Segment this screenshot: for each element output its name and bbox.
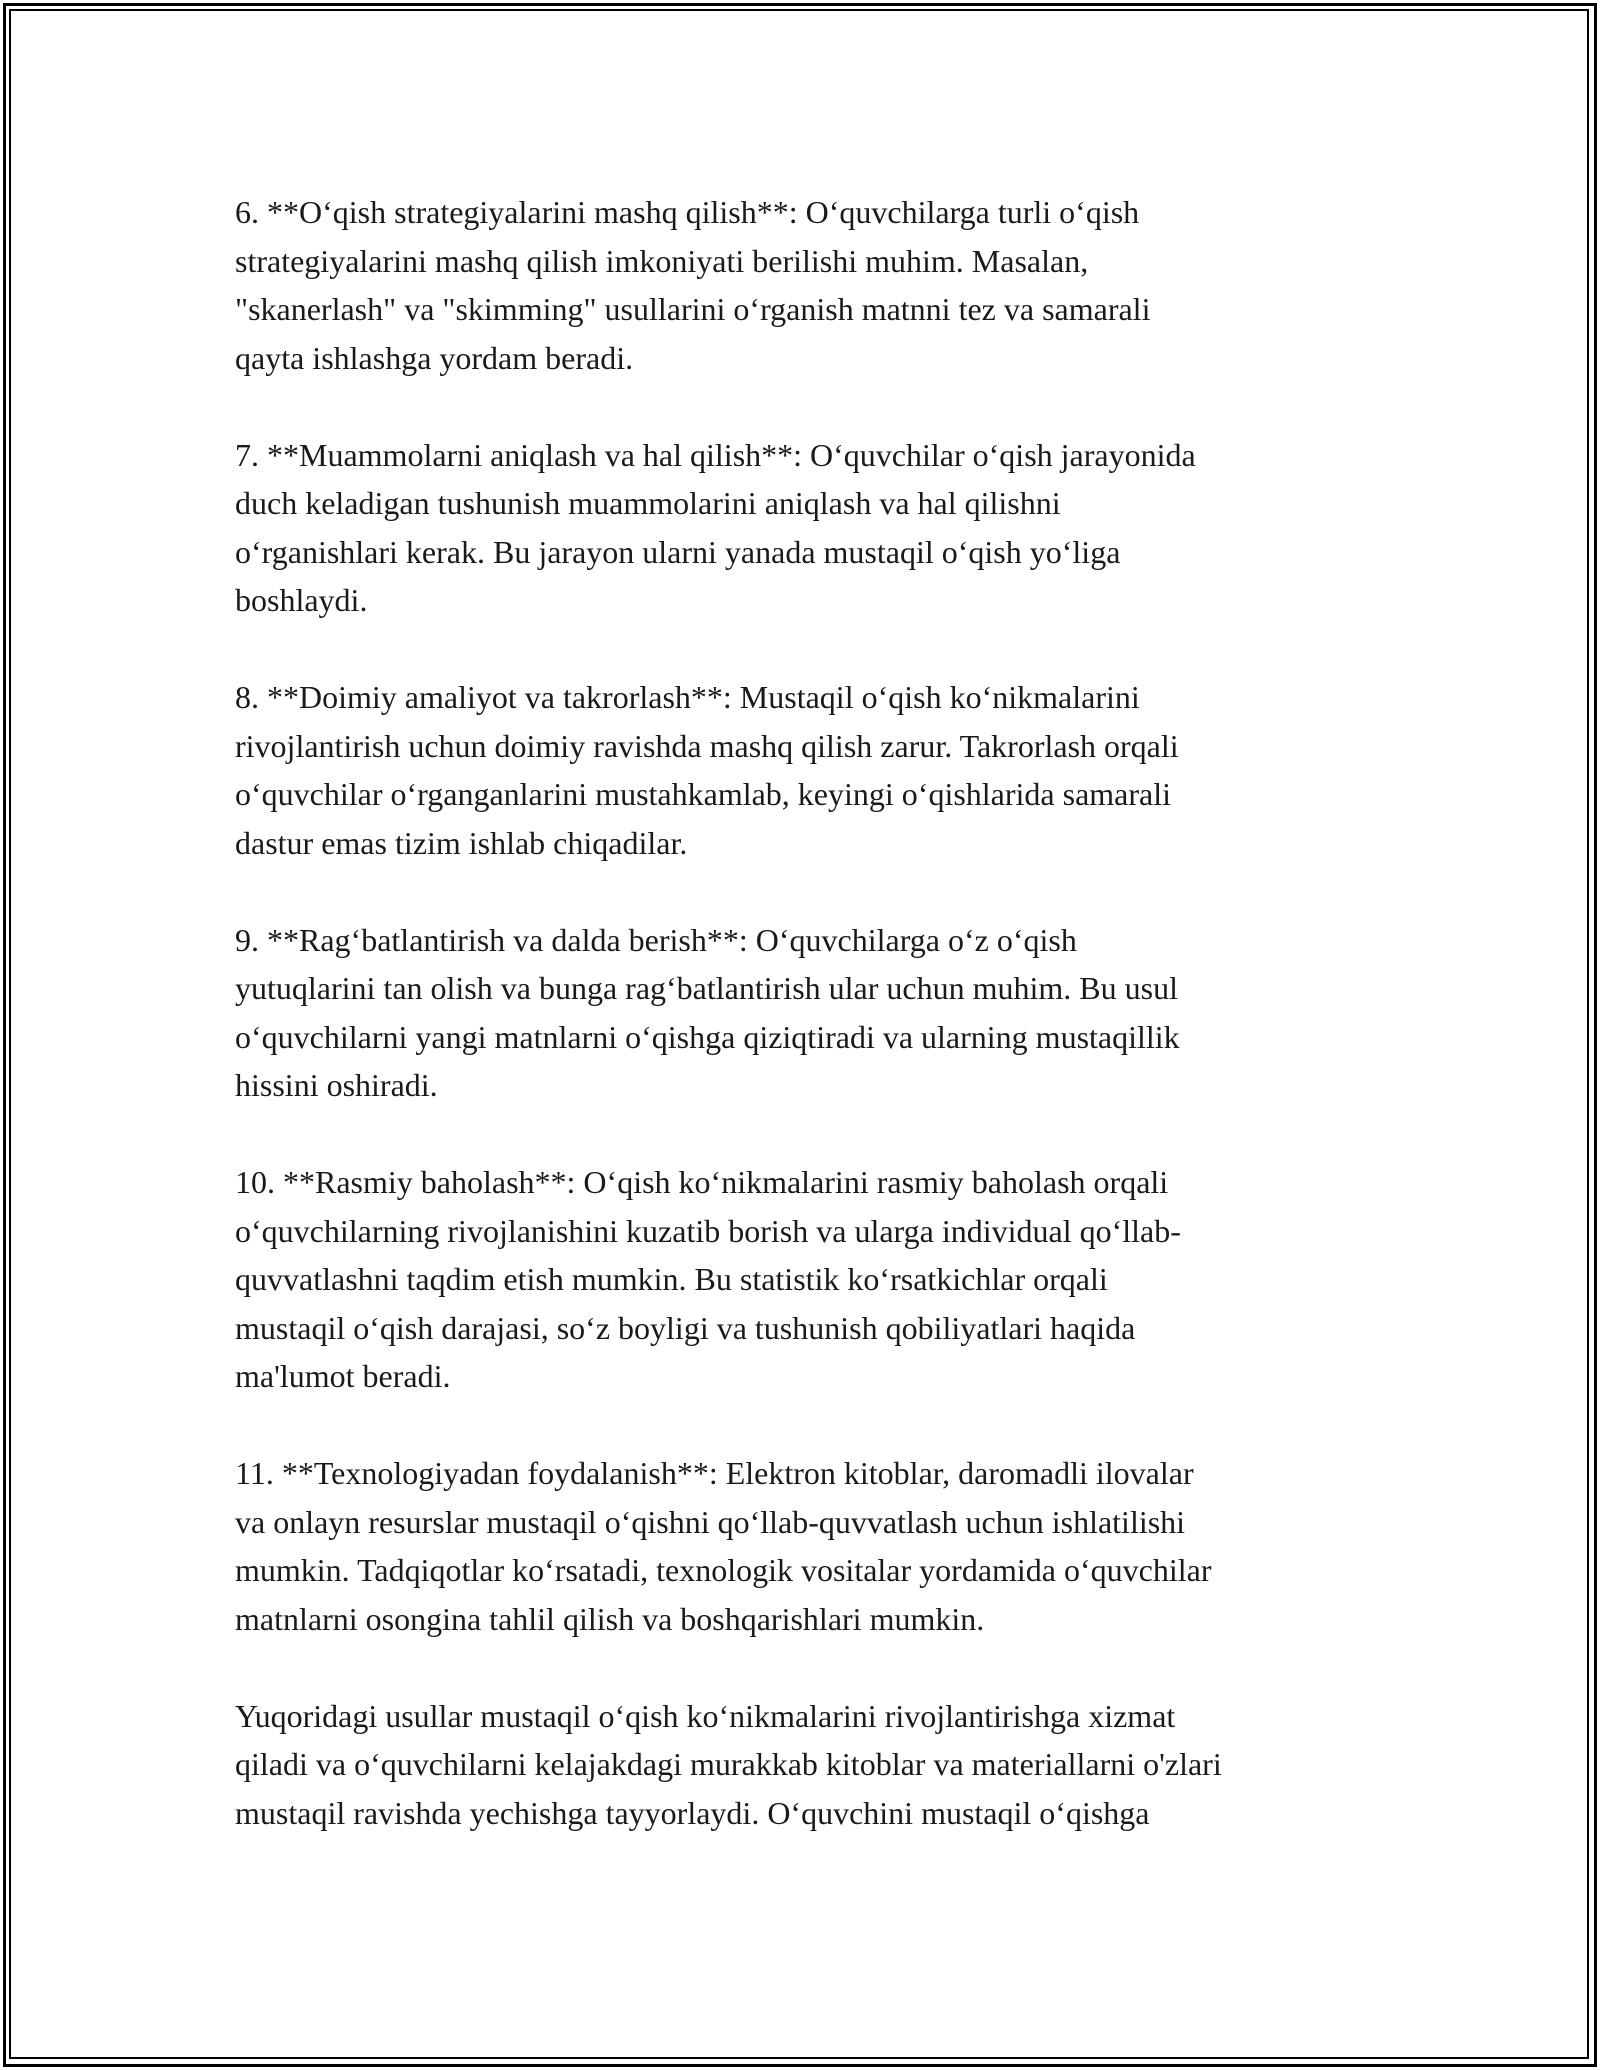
text-line: mustaqil o‘qish darajasi, so‘z boyligi va tushunish qobiliyatlari haqida — [235, 1309, 1136, 1346]
text-line: rivojlantirish uchun doimiy ravishda mashq qilish zarur. Takrorlash orqali — [235, 727, 1179, 764]
text-line: 7. **Muammolarni aniqlash va hal qilish**: O‘quvchilar o‘qish jarayonida — [235, 436, 1196, 473]
text-line: Yuqoridagi usullar mustaqil o‘qish ko‘nikmalarini rivojlantirishga xizmat — [235, 1697, 1176, 1734]
text-line: va onlayn resurslar mustaqil o‘qishni qo‘llab-quvvatlash uchun ishlatilishi — [235, 1503, 1186, 1540]
paragraph-8 — [235, 673, 1375, 867]
text-line: qayta ishlashga yordam beradi. — [235, 339, 634, 376]
paragraph-11 — [235, 1449, 1375, 1643]
text-line: 6. **O‘qish strategiyalarini mashq qilish**: O‘quvchilarga turli o‘qish — [235, 194, 1140, 230]
text-line: "skanerlash" va "skimming" usullarini o‘rganish matnni tez va samarali — [235, 291, 1151, 327]
text-line: matnlarni osongina tahlil qilish va boshqarishlari mumkin. — [235, 1600, 985, 1637]
text-line: dastur emas tizim ishlab chiqadilar. — [235, 824, 688, 861]
text-line: duch keladigan tushunish muammolarini aniqlash va hal qilishni — [235, 485, 1061, 521]
paragraph-9 — [235, 916, 1375, 1110]
text-line: ma'lumot beradi. — [235, 1358, 451, 1394]
text-line: 9. **Rag‘batlantirish va dalda berish**: O‘quvchilarga o‘z o‘qish — [235, 921, 1077, 958]
text-line: quvvatlashni taqdim etish mumkin. Bu statistik ko‘rsatkichlar orqali — [235, 1261, 1108, 1297]
text-line: mustaqil ravishda yechishga tayyorlaydi. O‘quvchini mustaqil o‘qishga — [235, 1794, 1150, 1831]
text-line: 8. **Doimiy amaliyot va takrorlash**: Mustaqil o‘qish ko‘nikmalarini — [235, 679, 1140, 715]
paragraph-10 — [235, 1158, 1375, 1401]
text-line: yutuqlarini tan olish va bunga rag‘batlantirish ular uchun muhim. Bu usul — [235, 970, 1178, 1006]
text-line: o‘quvchilarning rivojlanishini kuzatib borish va ularga individual qo‘llab- — [235, 1212, 1181, 1249]
text-line: strategiyalarini mashq qilish imkoniyati berilishi muhim. Masalan, — [235, 242, 1089, 279]
text-line: mumkin. Tadqiqotlar ko‘rsatadi, texnologik vositalar yordamida o‘quvchilar — [235, 1552, 1212, 1588]
paragraph-7 — [235, 431, 1375, 625]
text-line: qiladi va o‘quvchilarni kelajakdagi murakkab kitoblar va materiallarni o'zlari — [235, 1746, 1222, 1782]
text-line: hissini oshiradi. — [235, 1067, 438, 1103]
text-line: o‘quvchilarni yangi matnlarni o‘qishga qiziqtiradi va ularning mustaqillik — [235, 1018, 1180, 1055]
paragraph-conclusion — [235, 1692, 1375, 1838]
text-line: o‘rganishlari kerak. Bu jarayon ularni yanada mustaqil o‘qish yo‘liga — [235, 533, 1121, 570]
text-line: 11. **Texnologiyadan foydalanish**: Elektron kitoblar, daromadli ilovalar — [235, 1455, 1194, 1491]
document-body — [235, 188, 1375, 1886]
paragraph-6 — [235, 188, 1375, 382]
text-line: boshlaydi. — [235, 582, 368, 618]
text-line: 10. **Rasmiy baholash**: O‘qish ko‘nikmalarini rasmiy baholash orqali — [235, 1164, 1169, 1200]
text-line: o‘quvchilar o‘rganganlarini mustahkamlab, keyingi o‘qishlarida samarali — [235, 776, 1172, 812]
